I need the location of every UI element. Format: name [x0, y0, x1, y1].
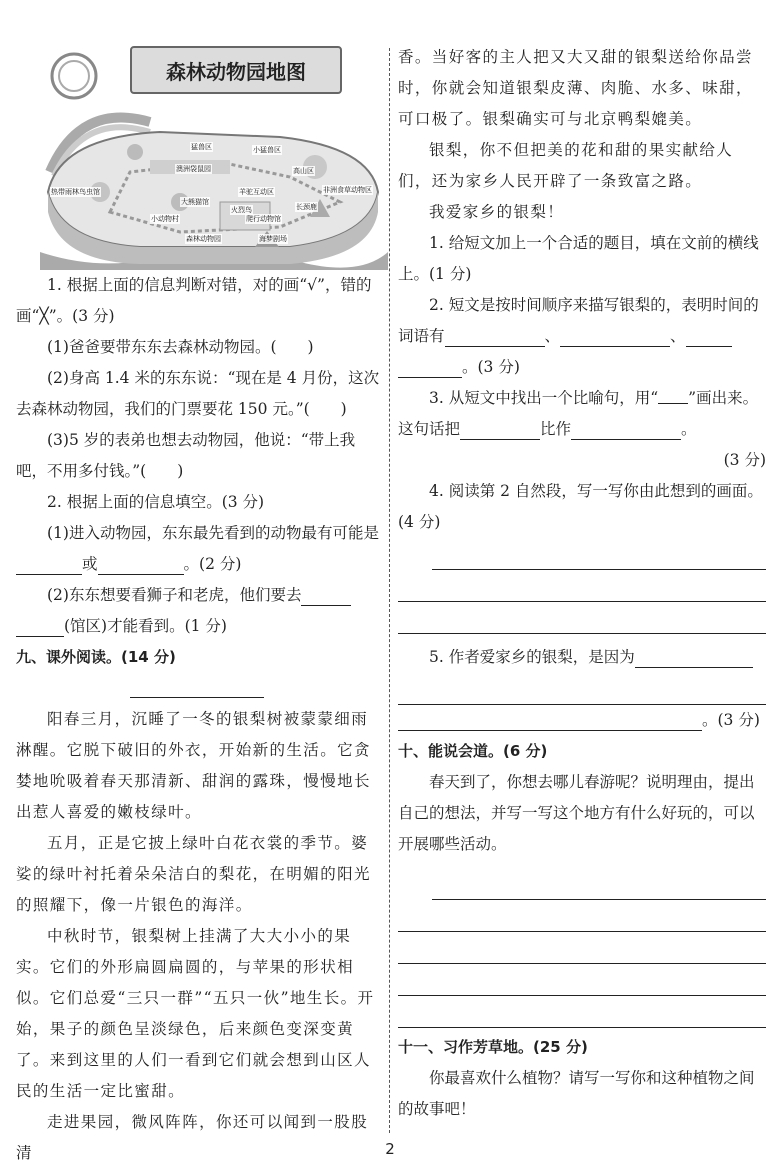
question-1-3: (3)5 岁的表弟也想去动物园，他说：“带上我吧，不用多付钱。”( ): [16, 431, 356, 480]
map-label: 大熊猫馆: [181, 198, 209, 206]
map-label: 猛兽区: [191, 143, 212, 151]
article-paragraph-5: 银梨，你不但把美的花和甜的果实献给人们，还为家乡人民开辟了一条致富之路。: [398, 141, 734, 190]
article-paragraph-6: 我爱家乡的银梨！: [429, 203, 565, 221]
question-2-1-text: (1)进入动物园，东东最先看到的动物最有可能是: [47, 524, 379, 542]
question-2-2: [16, 580, 382, 642]
title-blank[interactable]: [130, 677, 264, 698]
left-column: [16, 42, 382, 1169]
question-1: 1. 根据上面的信息判断对错，对的画“√”，错的画“╳”。(3 分): [16, 276, 372, 325]
map-title: 森林动物园地图: [130, 46, 342, 94]
answer-line[interactable]: [398, 964, 766, 996]
answer-blank[interactable]: [398, 710, 702, 731]
title-blank-row: [16, 673, 382, 704]
separator: 、: [670, 327, 686, 345]
answer-blank[interactable]: [686, 326, 732, 347]
answer-blank[interactable]: [301, 585, 351, 606]
answer-blank[interactable]: [560, 326, 670, 347]
reading-question-2-text: 2. 短文是按时间顺序来描写银梨的，表明时间的词语有: [398, 296, 759, 345]
reading-question-5-last-line: [398, 705, 766, 736]
article-paragraph-4: 走进果园，微风阵阵，你还可以闻到一股股清: [16, 1113, 369, 1162]
section-11-heading: 十一、习作芳草地。(25 分): [398, 1038, 588, 1056]
separator: 、: [544, 327, 561, 345]
reading-question-3-score: (3 分): [723, 451, 766, 469]
reading-question-2: [398, 290, 766, 383]
answer-line[interactable]: [432, 538, 766, 570]
section-9-heading: 九、课外阅读。(14 分): [16, 648, 176, 666]
question-2-1-or: 或: [82, 555, 98, 573]
question-2: 2. 根据上面的信息填空。(3 分): [47, 493, 265, 511]
answer-blank[interactable]: [16, 616, 64, 637]
answer-blank[interactable]: [398, 357, 462, 378]
map-label: 羊驼互动区: [239, 188, 274, 196]
map-label: 热带雨林鸟虫馆: [51, 188, 100, 196]
reading-question-3-text: 3. 从短文中找出一个比喻句，用“: [429, 389, 659, 407]
section-10-heading: 十、能说会道。(6 分): [398, 742, 548, 760]
section-10-prompt: 春天到了，你想去哪儿春游呢？说明理由，提出自己的想法，并写一写这个地方有什么好玩的，可以开展哪些活动。: [398, 773, 755, 853]
reading-question-3-text-3: 比作: [540, 420, 572, 438]
column-divider: [389, 48, 390, 1133]
answer-line[interactable]: [398, 900, 766, 932]
question-2-2-text: (2)东东想要看狮子和老虎，他们要去: [47, 586, 302, 604]
article-paragraph-4-continued: 香。当好客的主人把又大又甜的银梨送给你品尝时，你就会知道银梨皮薄、肉脆、水多、味甜，可口极了。银梨确实可与北京鸭梨媲美。: [398, 48, 753, 128]
map-label: 小猛兽区: [253, 146, 281, 154]
reading-question-2-score: 。(3 分): [462, 358, 520, 376]
reading-question-4: 4. 阅读第 2 自然段，写一写你由此想到的画面。(4 分): [398, 482, 763, 531]
zoo-map: [40, 42, 388, 270]
map-label: 海梦剧场: [259, 235, 287, 243]
question-2-2-tail: (馆区)才能看到。(1 分): [64, 617, 227, 635]
answer-blank[interactable]: [98, 554, 184, 575]
right-column: [398, 42, 766, 1125]
answer-line[interactable]: [432, 868, 766, 900]
map-label: 火烈鸟: [231, 206, 252, 214]
answer-blank[interactable]: [460, 419, 540, 440]
answer-line[interactable]: [398, 570, 766, 602]
question-2-1: [16, 518, 382, 580]
reading-question-5-score: 。(3 分): [702, 711, 760, 729]
answer-blank[interactable]: [16, 554, 82, 575]
reading-question-5: [398, 642, 766, 673]
map-label: 澳洲袋鼠园: [176, 165, 211, 173]
article-paragraph-3: 中秋时节，银梨树上挂满了大大小小的果实。它们的外形扁圆扁圆的，与苹果的形状相似。它们总爱“三只一群”“五只一伙”地生长。开始，果子的颜色呈淡绿色，后来颜色变深变黄了。来到这里的人们一看到它们就会想到山区人民的生活一定比蜜甜。: [16, 927, 375, 1100]
page-number: 2: [385, 1140, 395, 1158]
answer-blank[interactable]: [445, 326, 545, 347]
section-11-prompt: 你最喜欢什么植物？请写一写你和这种植物之间的故事吧！: [398, 1069, 755, 1118]
map-label: 小动物村: [151, 215, 179, 223]
reading-question-3: [398, 383, 766, 445]
answer-blank[interactable]: [571, 419, 681, 440]
map-label: 高山区: [293, 167, 314, 175]
question-1-2: (2)身高 1.4 米的东东说：“现在是 4 月份，这次去森林动物园，我们的门票要花 150 元。”( ): [16, 369, 380, 418]
article-paragraph-1: 阳春三月，沉睡了一冬的银梨树被蒙蒙细雨淋醒。它脱下破旧的外衣，开始新的生活。它贪婪地吮吸着春天那清新、甜润的露珠，慢慢地长出惹人喜爱的嫩枝绿叶。: [16, 710, 371, 821]
answer-line[interactable]: [398, 996, 766, 1028]
map-label: 长颈鹿: [296, 203, 317, 211]
underline-mark-example: [658, 389, 688, 404]
map-label: 非洲食草动物区: [323, 186, 372, 194]
map-label: 爬行动物馆: [246, 215, 281, 223]
question-2-1-score: 。(2 分): [183, 555, 242, 573]
answer-line[interactable]: [398, 932, 766, 964]
reading-question-3-end: 。: [681, 420, 697, 438]
article-paragraph-2: 五月，正是它披上绿叶白花衣裳的季节。婆娑的绿叶衬托着朵朵洁白的梨花，在明媚的阳光的照耀下，像一片银色的海洋。: [16, 834, 371, 914]
answer-line[interactable]: [398, 673, 766, 705]
reading-question-5-text: 5. 作者爱家乡的银梨，是因为: [429, 648, 635, 666]
map-label: 森林动物园: [186, 235, 221, 243]
reading-question-3-text-2: ”画出来。这句话把: [398, 389, 759, 438]
question-1-1: (1)爸爸要带东东去森林动物园。( ): [47, 338, 314, 356]
answer-line[interactable]: [398, 602, 766, 634]
answer-blank[interactable]: [635, 647, 753, 668]
reading-question-1: 1. 给短文加上一个合适的题目，填在文前的横线上。(1 分): [398, 234, 759, 283]
